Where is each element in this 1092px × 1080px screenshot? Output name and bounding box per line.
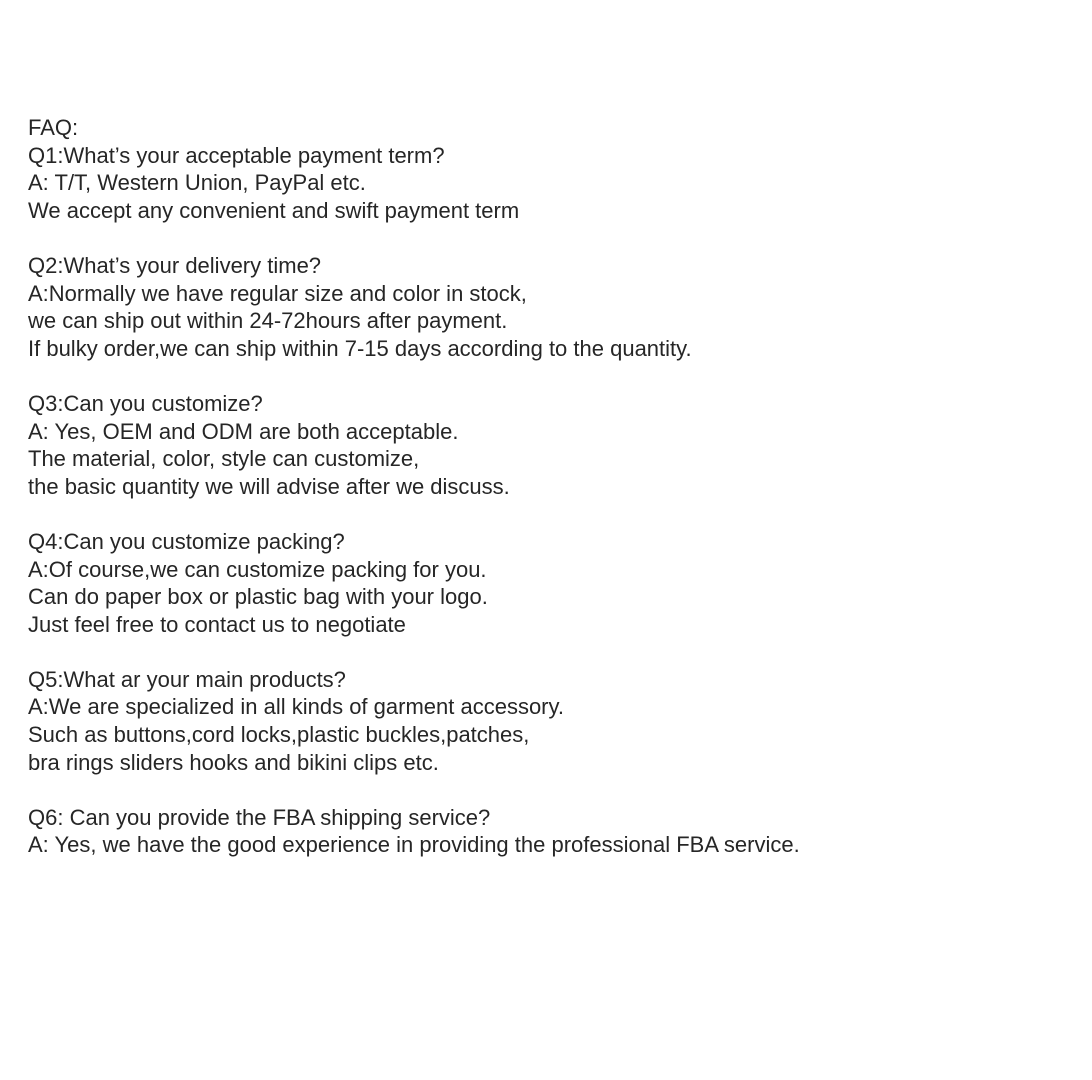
faq-spacer bbox=[28, 776, 1068, 804]
faq-answer-2-line-3: If bulky order,we can ship within 7-15 days according to the quantity. bbox=[28, 335, 692, 361]
faq-question-5: Q5:What ar your main products? bbox=[28, 666, 346, 692]
faq-answer-2-line-2: we can ship out within 24-72hours after payment. bbox=[28, 308, 508, 334]
faq-answer-1-line-2: We accept any convenient and swift payment term bbox=[28, 197, 520, 223]
faq-heading: FAQ: bbox=[28, 115, 79, 140]
faq-spacer bbox=[28, 500, 1068, 528]
faq-answer-5-line-1: A:We are specialized in all kinds of garment accessory. bbox=[28, 694, 564, 720]
faq-question-6: Q6: Can you provide the FBA shipping service? bbox=[28, 804, 491, 830]
faq-answer-5-line-2: Such as buttons,cord locks,plastic buckles,patches, bbox=[28, 722, 530, 748]
faq-question-2: Q2:What’s your delivery time? bbox=[28, 252, 322, 278]
faq-answer-3-line-3: the basic quantity we will advise after we discuss. bbox=[28, 473, 510, 499]
faq-spacer bbox=[28, 224, 1068, 252]
faq-section bbox=[28, 114, 1068, 859]
faq-answer-5-line-3: bra rings sliders hooks and bikini clips etc. bbox=[28, 749, 439, 775]
faq-answer-2-line-1: A:Normally we have regular size and color in stock, bbox=[28, 280, 527, 306]
faq-question-3: Q3:Can you customize? bbox=[28, 390, 263, 416]
faq-question-1: Q1:What’s your acceptable payment term? bbox=[28, 142, 445, 168]
faq-answer-6-line-1: A: Yes, we have the good experience in providing the professional FBA service. bbox=[28, 832, 800, 858]
faq-spacer bbox=[28, 638, 1068, 666]
faq-answer-4-line-1: A:Of course,we can customize packing for you. bbox=[28, 556, 487, 582]
faq-answer-3-line-2: The material, color, style can customize, bbox=[28, 446, 420, 472]
faq-answer-1-line-1: A: T/T, Western Union, PayPal etc. bbox=[28, 170, 366, 196]
faq-answer-4-line-3: Just feel free to contact us to negotiate bbox=[28, 611, 406, 637]
faq-answer-3-line-1: A: Yes, OEM and ODM are both acceptable. bbox=[28, 418, 459, 444]
faq-question-4: Q4:Can you customize packing? bbox=[28, 528, 345, 554]
faq-answer-4-line-2: Can do paper box or plastic bag with your logo. bbox=[28, 584, 488, 610]
faq-spacer bbox=[28, 362, 1068, 390]
